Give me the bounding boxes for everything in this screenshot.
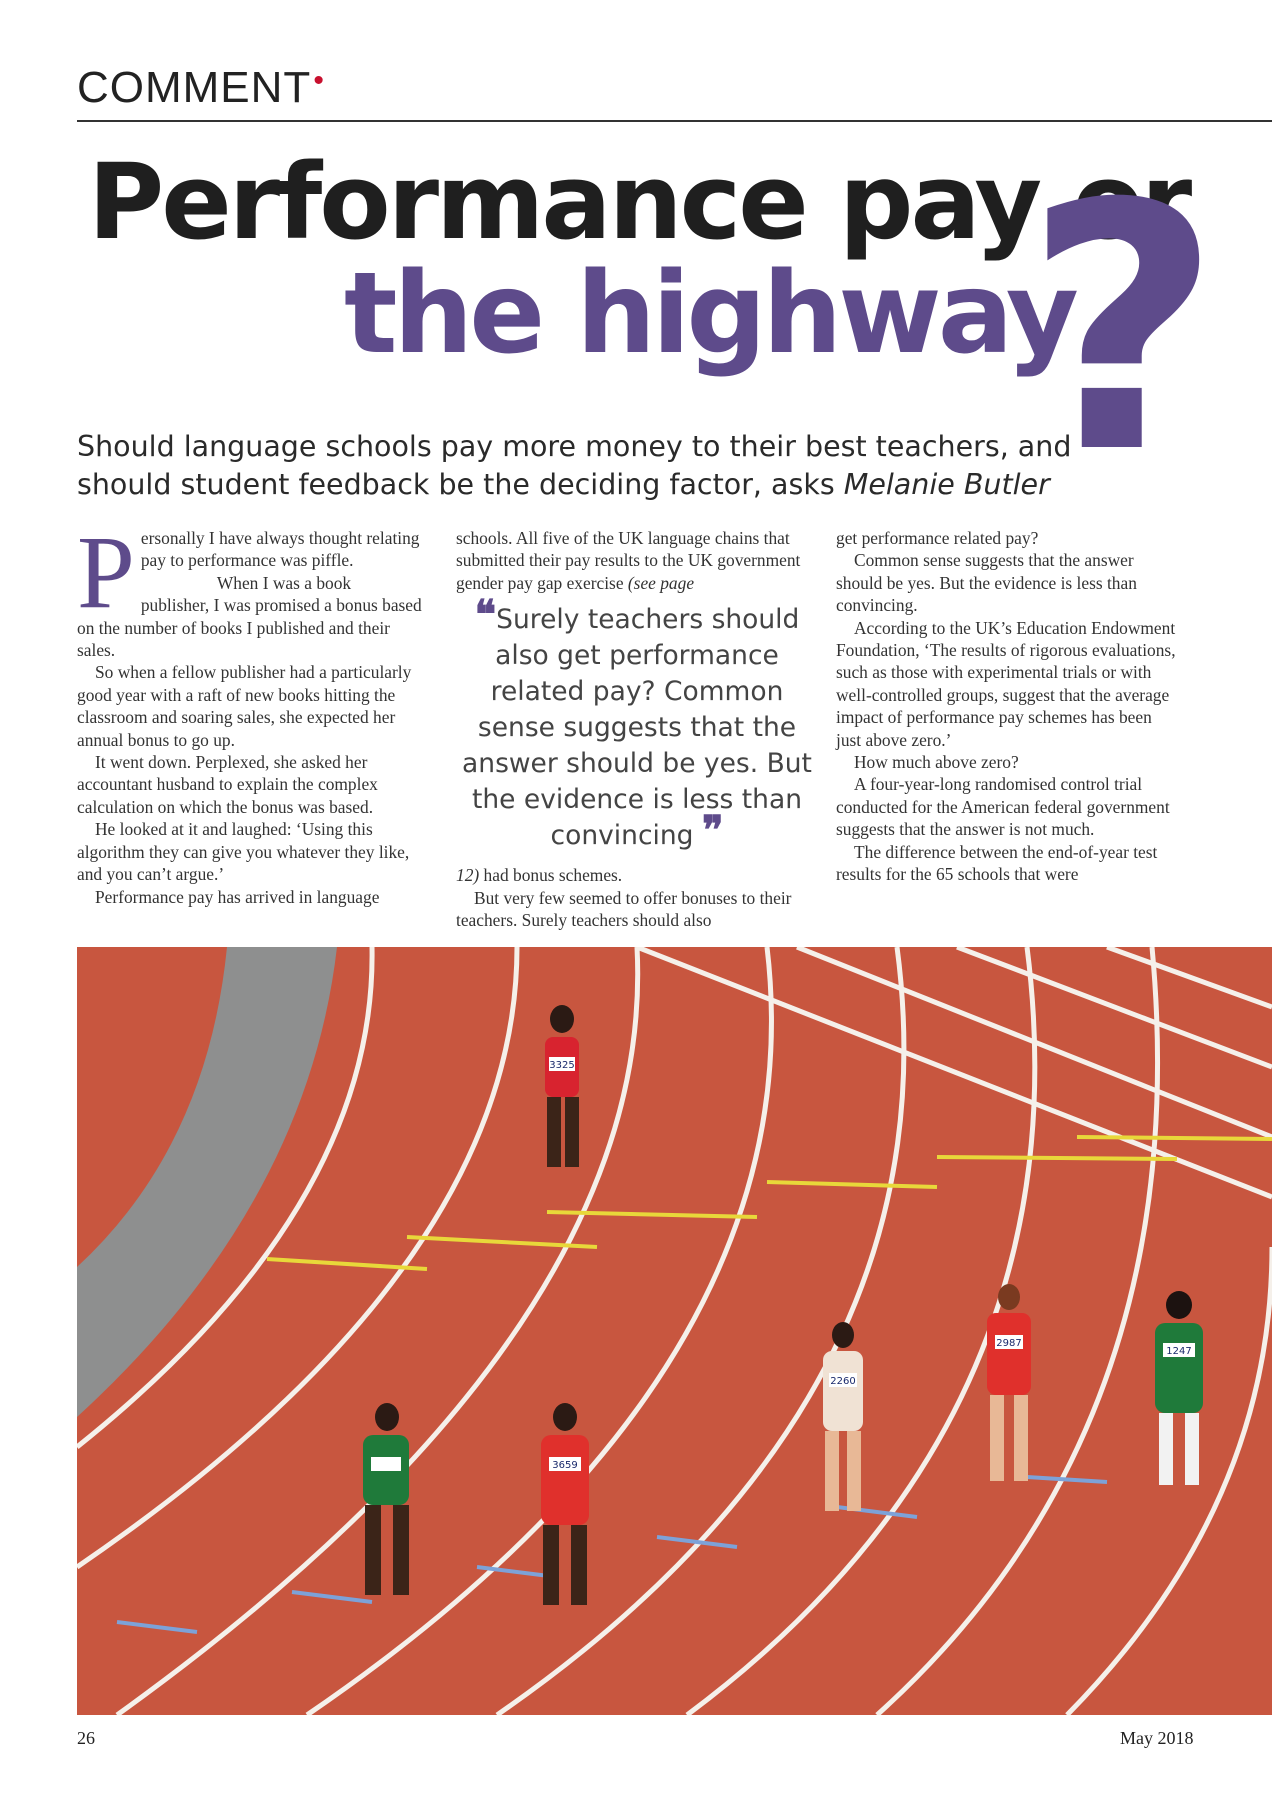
article-column-3: [836, 527, 1181, 886]
bib-number: 1247: [1166, 1346, 1192, 1357]
paragraph: Common sense suggests that the answer should be yes. But the evidence is less than convincing.: [836, 550, 1137, 616]
bib-number: 2260: [830, 1376, 856, 1387]
pull-quote: [456, 591, 818, 855]
track-illustration: [77, 947, 1272, 1715]
paragraph: It went down. Perplexed, she asked her accountant husband to explain the complex calculation on which the bonus was based.: [77, 752, 378, 817]
page-reference: (see page: [627, 572, 695, 593]
header-rule: [77, 120, 1272, 122]
paragraph: get performance related pay?: [836, 528, 1039, 548]
running-track-photo: [77, 947, 1272, 1715]
drop-cap: P: [77, 515, 135, 630]
paragraph: But very few seemed to offer bonuses to their teachers. Surely teachers should also: [456, 887, 792, 931]
bib-number: 3659: [552, 1460, 578, 1471]
paragraph: When I was a book publisher, I was promised a bonus based on the number of books I published and their sales.: [77, 572, 422, 661]
paragraph: Performance pay has arrived in language: [95, 886, 380, 907]
section-label: COMMENT•: [77, 63, 325, 112]
paragraph: How much above zero?: [854, 752, 1019, 773]
paragraph: 12) had bonus schemes.: [456, 865, 623, 886]
bib-number: 2987: [996, 1338, 1022, 1349]
article-column-1: [77, 515, 422, 908]
author-name: Melanie Butler: [843, 468, 1050, 501]
headline-question-mark: ?: [1024, 132, 1222, 528]
article-column-2: [456, 527, 818, 931]
section-dot: •: [313, 64, 325, 97]
headline-line2: the highway: [344, 249, 1075, 379]
standfirst: [77, 428, 1077, 504]
paragraph: So when a fellow publisher had a particularly good year with a raft of new books hitting the classroom and soaring sales, she expected her annual bonus to go up.: [77, 662, 412, 750]
pull-quote-text: Surely teachers should also get performance related pay? Common sense suggests that the answer should be yes. But the evidence is less than convincing: [462, 604, 812, 852]
paragraph: The difference between the end-of-year test results for the 65 schools that were: [836, 841, 1158, 885]
paragraph: A four-year-long randomised control trial conducted for the American federal government suggests that the answer is not much.: [836, 774, 1170, 840]
paragraph: According to the UK’s Education Endowment Foundation, ‘The results of rigorous evaluations, such as those with experimental trials or with well-controlled groups, suggest that the average impact of performance pay schemes has been just above zero.’: [836, 617, 1176, 750]
issue-date: May 2018: [1120, 1728, 1194, 1748]
headline-line1: Performance pay or: [88, 141, 1190, 263]
paragraph: He looked at it and laughed: ‘Using this algorithm they can give you whatever they like, and you can’t argue.’: [77, 819, 410, 885]
standfirst-text: Should language schools pay more money to their best teachers, and should student feedback be the deciding factor, asks: [77, 430, 1072, 501]
open-quote-icon: ❝: [474, 591, 497, 639]
close-quote-icon: ❞: [701, 807, 724, 855]
paragraph: schools. All five of the UK language chains that submitted their pay results to the UK government gender pay gap exercise (see page: [456, 528, 801, 593]
paragraph: Personally I have always thought relating pay to performance was piffle.: [77, 515, 420, 630]
bib-number: 3325: [549, 1060, 575, 1071]
page-number: 26: [77, 1728, 95, 1748]
